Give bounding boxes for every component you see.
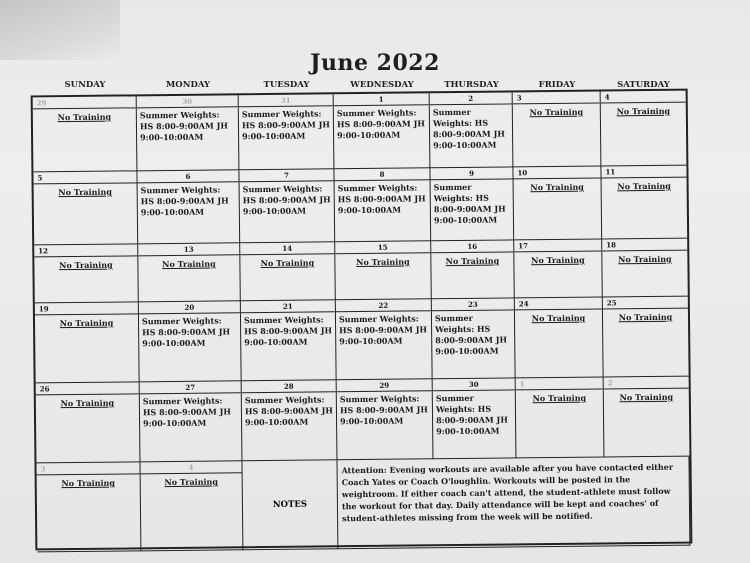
- day-cell: [335, 241, 432, 300]
- summer-weights-entry: Summer Weights: HS 8:00-9:00AM JH 9:00-10:00AM: [139, 109, 228, 143]
- day-number: 4: [601, 91, 686, 104]
- day-cell: [604, 377, 690, 458]
- day-cell-last-monday: [140, 461, 243, 551]
- day-cell: [336, 299, 433, 380]
- no-training-entry: No Training: [260, 257, 315, 269]
- day-number: 19: [35, 302, 138, 315]
- no-training-entry: No Training: [618, 311, 673, 323]
- day-number: 22: [336, 299, 431, 312]
- day-cell: [334, 93, 431, 169]
- day-number: 7: [239, 169, 333, 182]
- dow-monday: MONDAY: [165, 80, 211, 90]
- no-training-entry: No Training: [529, 106, 584, 118]
- day-cell: [601, 166, 687, 240]
- day-cell: [138, 243, 241, 302]
- day-cell: [35, 302, 140, 383]
- day-number: 23: [432, 298, 514, 311]
- day-cell: [240, 242, 336, 301]
- no-training-entry: No Training: [59, 259, 113, 271]
- day-number: 25: [603, 297, 688, 310]
- day-number: 9: [430, 167, 512, 180]
- day-number: 8: [334, 168, 429, 181]
- notes-cell: [242, 460, 338, 550]
- summer-weights-entry: Summer Weights: HS 8:00-9:00AM JH 9:00-10:00AM: [338, 313, 428, 347]
- day-cell: [514, 239, 603, 298]
- no-training-entry: No Training: [616, 105, 671, 117]
- summer-weights-entry: Summer Weights: HS 8:00-9:00AM JH 9:00-10:00AM: [141, 315, 231, 349]
- day-cell: [137, 95, 240, 171]
- day-cell: [430, 92, 514, 168]
- no-training-entry: No Training: [531, 254, 585, 266]
- day-number: 17: [514, 239, 601, 252]
- summer-weights-entry: Summer Weights: HS 8:00-9:00AM JH 9:00-10:00AM: [435, 392, 508, 437]
- summer-weights-entry: Summer Weights: HS 8:00-9:00AM JH 9:00-10:00AM: [336, 107, 425, 141]
- day-number: 21: [241, 300, 335, 313]
- day-cell: [239, 94, 335, 170]
- day-number: 1: [334, 93, 429, 106]
- day-cell: [337, 379, 434, 460]
- summer-weights-entry: Summer Weights: HS 8:00-9:00AM JH 9:00-10:00AM: [242, 183, 331, 217]
- no-training-entry: No Training: [59, 317, 114, 329]
- day-cell: [516, 377, 605, 458]
- summer-weights-entry: Summer Weights: HS 8:00-9:00AM JH 9:00-10:00AM: [140, 184, 229, 218]
- no-training-entry: No Training: [445, 255, 500, 267]
- calendar-title: June 2022: [310, 50, 440, 76]
- summer-weights-entry: Summer Weights: HS 8:00-9:00AM JH 9:00-10:00AM: [339, 393, 428, 427]
- day-number: 26: [36, 382, 139, 395]
- day-entry: No Training: [61, 477, 115, 489]
- dow-tuesday: TUESDAY: [263, 80, 310, 90]
- no-training-entry: No Training: [532, 392, 587, 404]
- day-number: 14: [240, 242, 334, 255]
- summer-weights-entry: Summer Weights: HS 8:00-9:00AM JH 9:00-10:00AM: [432, 106, 505, 151]
- day-cell: [513, 91, 602, 167]
- day-number: 15: [335, 241, 430, 254]
- summer-weights-entry: Summer Weights: HS 8:00-9:00AM JH 9:00-10:00AM: [434, 312, 508, 357]
- no-training-entry: No Training: [618, 253, 672, 265]
- day-number: 1: [516, 377, 603, 390]
- day-number: 30: [433, 378, 515, 391]
- day-cell: [430, 167, 514, 241]
- day-number: 30: [137, 95, 238, 108]
- day-cell: [36, 382, 141, 463]
- no-training-entry: No Training: [530, 181, 584, 193]
- day-number: 4: [140, 461, 241, 474]
- summer-weights-entry: Summer Weights: HS 8:00-9:00AM JH 9:00-10:00AM: [243, 314, 333, 348]
- day-cell: [139, 301, 242, 382]
- day-number: 13: [138, 243, 239, 256]
- attention-note: Attention: Evening workouts are available after you have contacted either Coach Yates or Coach O'loughlin. Workouts will be posted in the weightroom. If either coach can't attend, the student-athlete must follow the workout for that day. Daily attendance will be kept and coaches' of student-athletes missing from the week will be notified.: [337, 457, 690, 550]
- day-cell: [33, 96, 138, 172]
- day-number: 29: [33, 96, 136, 109]
- no-training-entry: No Training: [619, 391, 674, 403]
- notes-label: NOTES: [272, 499, 308, 510]
- day-cell: [431, 240, 515, 299]
- day-number: 2: [604, 377, 689, 390]
- day-cell: [242, 380, 338, 461]
- day-of-week-header: [33, 80, 690, 90]
- day-cell: [602, 239, 688, 298]
- day-number: 24: [515, 297, 602, 310]
- calendar-grid: [31, 89, 693, 551]
- day-cell: [433, 378, 517, 459]
- day-number: 12: [34, 244, 137, 257]
- day-number: 10: [513, 166, 600, 179]
- day-cell: [137, 170, 240, 244]
- summer-weights-entry: Summer Weights: HS 8:00-9:00AM JH 9:00-10:00AM: [337, 182, 426, 216]
- day-number: 16: [431, 240, 513, 253]
- day-cell: [239, 169, 335, 243]
- day-cell: [140, 381, 243, 462]
- summer-weights-entry: Summer Weights: HS 8:00-9:00AM JH 9:00-10:00AM: [244, 394, 333, 428]
- day-number: 27: [140, 381, 241, 394]
- dow-wednesday: WEDNESDAY: [350, 80, 414, 90]
- dow-sunday: SUNDAY: [64, 80, 106, 90]
- day-number: 31: [239, 94, 333, 107]
- day-number: 3: [513, 91, 600, 104]
- no-training-entry: No Training: [617, 180, 671, 192]
- dow-thursday: THURSDAY: [444, 80, 499, 90]
- day-number: 20: [139, 301, 240, 314]
- day-entry: No Training: [164, 476, 218, 488]
- no-training-entry: No Training: [57, 111, 112, 123]
- day-number: 2: [430, 92, 512, 105]
- day-cell: [603, 297, 689, 378]
- summer-weights-entry: Summer Weights: HS 8:00-9:00AM JH 9:00-10:00AM: [433, 181, 506, 226]
- day-cell: [601, 91, 687, 167]
- day-cell: [33, 171, 138, 245]
- no-training-entry: No Training: [58, 186, 112, 198]
- day-cell: [334, 168, 431, 242]
- day-number: 5: [33, 171, 136, 184]
- day-cell-last-sunday: [36, 462, 141, 552]
- dow-saturday: SATURDAY: [617, 80, 670, 90]
- day-cell: [34, 244, 139, 303]
- day-number: 6: [137, 170, 238, 183]
- no-training-entry: No Training: [531, 312, 586, 324]
- dow-friday: FRIDAY: [538, 80, 576, 90]
- day-cell: [513, 166, 602, 240]
- day-cell: [432, 298, 516, 379]
- no-training-entry: No Training: [60, 397, 115, 409]
- day-number: 18: [602, 239, 687, 252]
- no-training-entry: No Training: [356, 256, 410, 268]
- day-number: 11: [601, 166, 686, 179]
- day-number: 29: [337, 379, 432, 392]
- summer-weights-entry: Summer Weights: HS 8:00-9:00AM JH 9:00-10:00AM: [241, 108, 330, 142]
- day-cell: [515, 297, 604, 378]
- day-number: 28: [242, 380, 336, 393]
- day-cell: [241, 300, 337, 381]
- summer-weights-entry: Summer Weights: HS 8:00-9:00AM JH 9:00-10:00AM: [142, 395, 231, 429]
- day-number: 3: [36, 462, 139, 475]
- no-training-entry: No Training: [162, 258, 216, 270]
